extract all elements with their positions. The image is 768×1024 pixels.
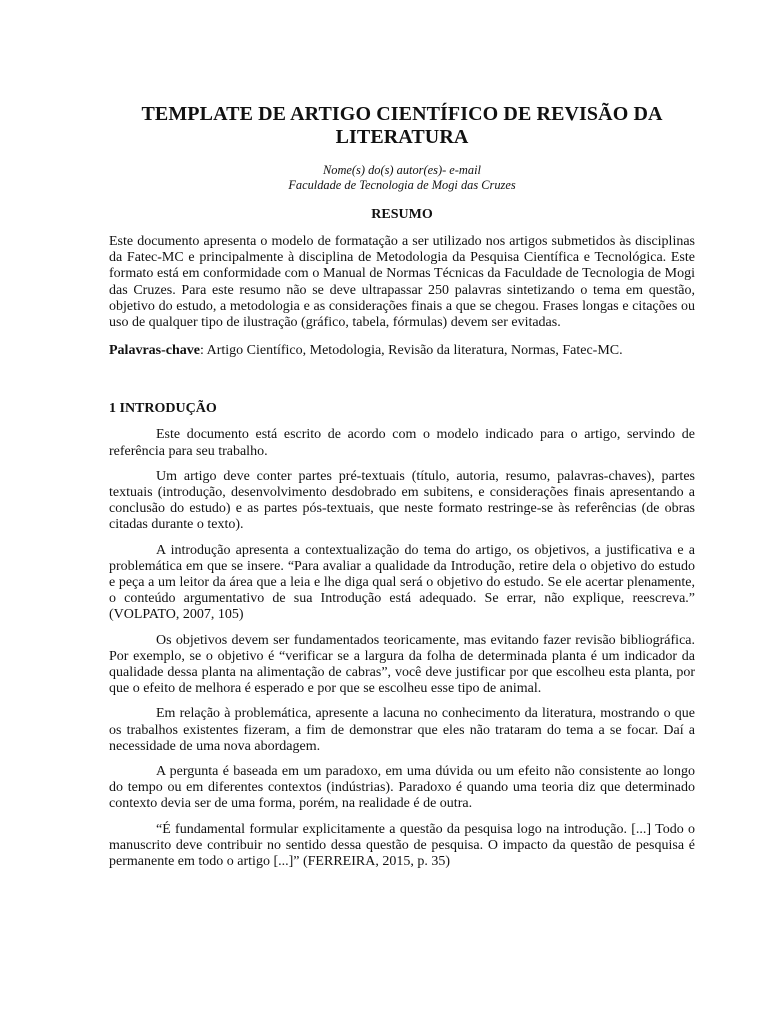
keywords-list: : Artigo Científico, Metodologia, Revisão da literatura, Normas, Fatec-MC. — [199, 343, 623, 359]
keywords-label: Palavras-chave — [109, 343, 200, 359]
document-title — [109, 103, 695, 149]
document-page — [109, 103, 695, 870]
author-block — [109, 163, 695, 192]
body-paragraph: Este documento está escrito de acordo com o modelo indicado para o artigo, servindo de referência para seu trabalho. — [109, 427, 695, 459]
title-line-2: LITERATURA — [335, 126, 469, 148]
keywords-line — [109, 343, 695, 359]
body-paragraph-quote: “É fundamental formular explicitamente a questão da pesquisa logo na introdução. [...] Todo o manuscrito deve contribuir no sentido dessa questão de pesquisa. O impacto da questão de pesquisa é permanente em todo o artigo [...]” (FERREIRA, 2015, p. 35) — [109, 821, 695, 870]
body-paragraph: A pergunta é baseada em um paradoxo, em uma dúvida ou um efeito não consistente ao longo do tempo ou em diferentes contextos (indústrias). Paradoxo é quando uma teoria diz que determinado contexto devia ser de uma forma, porém, na realidade é de outra. — [109, 764, 695, 812]
body-paragraph: A introdução apresenta a contextualização do tema do artigo, os objetivos, a justificativa e a problemática em que se insere. “Para avaliar a qualidade da Introdução, retire dela o objetivo do estudo e peça a um leitor da área que a leia e lhe diga qual será o objetivo do estudo. Se ele acertar plenamente, o conteúdo argumentativo de sua Introdução está adequado. Se errar, não explique, reescreva.” (VOLPATO, 2007, 105) — [109, 542, 695, 623]
author-institution: Faculdade de Tecnologia de Mogi das Cruzes — [288, 177, 516, 192]
body-paragraph: Um artigo deve conter partes pré-textuais (título, autoria, resumo, palavras-chaves), partes textuais (introdução, desenvolvimento desdobrado em subitens, e considerações finais apresentando a conclusão do estudo) e as partes pós-textuais, que neste formato restringe-se às referências (de obras citadas durante o texto). — [109, 468, 695, 533]
title-line-1: TEMPLATE DE ARTIGO CIENTÍFICO DE REVISÃO DA — [141, 103, 663, 125]
author-names: Nome(s) do(s) autor(es)- e-mail — [323, 163, 481, 177]
abstract-heading: RESUMO — [371, 207, 433, 222]
section-heading-introducao: 1 INTRODUÇÃO — [109, 401, 217, 417]
body-paragraph: Os objetivos devem ser fundamentados teoricamente, mas evitando fazer revisão bibliográfica. Por exemplo, se o objetivo é “verificar se a largura da folha de determinada planta é um indicador da qualidade dessa planta na alimentação de cabras”, você deve justificar por que escolheu esta planta, por que o efeito de melhora é esperado e por que se escolheu esse tipo de animal. — [109, 632, 695, 697]
body-paragraph: Em relação à problemática, apresente a lacuna no conhecimento da literatura, mostrando o que os trabalhos existentes fizeram, a fim de demonstrar que eles não trataram do tema a se focar. Daí a necessidade de uma nova abordagem. — [109, 706, 695, 754]
abstract-paragraph: Este documento apresenta o modelo de formatação a ser utilizado nos artigos submetidos às disciplinas da Fatec-MC e principalmente à disciplina de Metodologia da Pesquisa Científica e Tecnológica. Este formato está em conformidade com o Manual de Normas Técnicas da Faculdade de Tecnologia de Mogi das Cruzes. Para este resumo não se deve ultrapassar 250 palavras sintetizando o tema em questão, objetivo do estudo, a metodologia e as considerações finais a que se chegou. Frases longas e citações ou uso de qualquer tipo de ilustração (gráfico, tabela, fórmulas) devem ser evitadas. — [109, 234, 695, 331]
